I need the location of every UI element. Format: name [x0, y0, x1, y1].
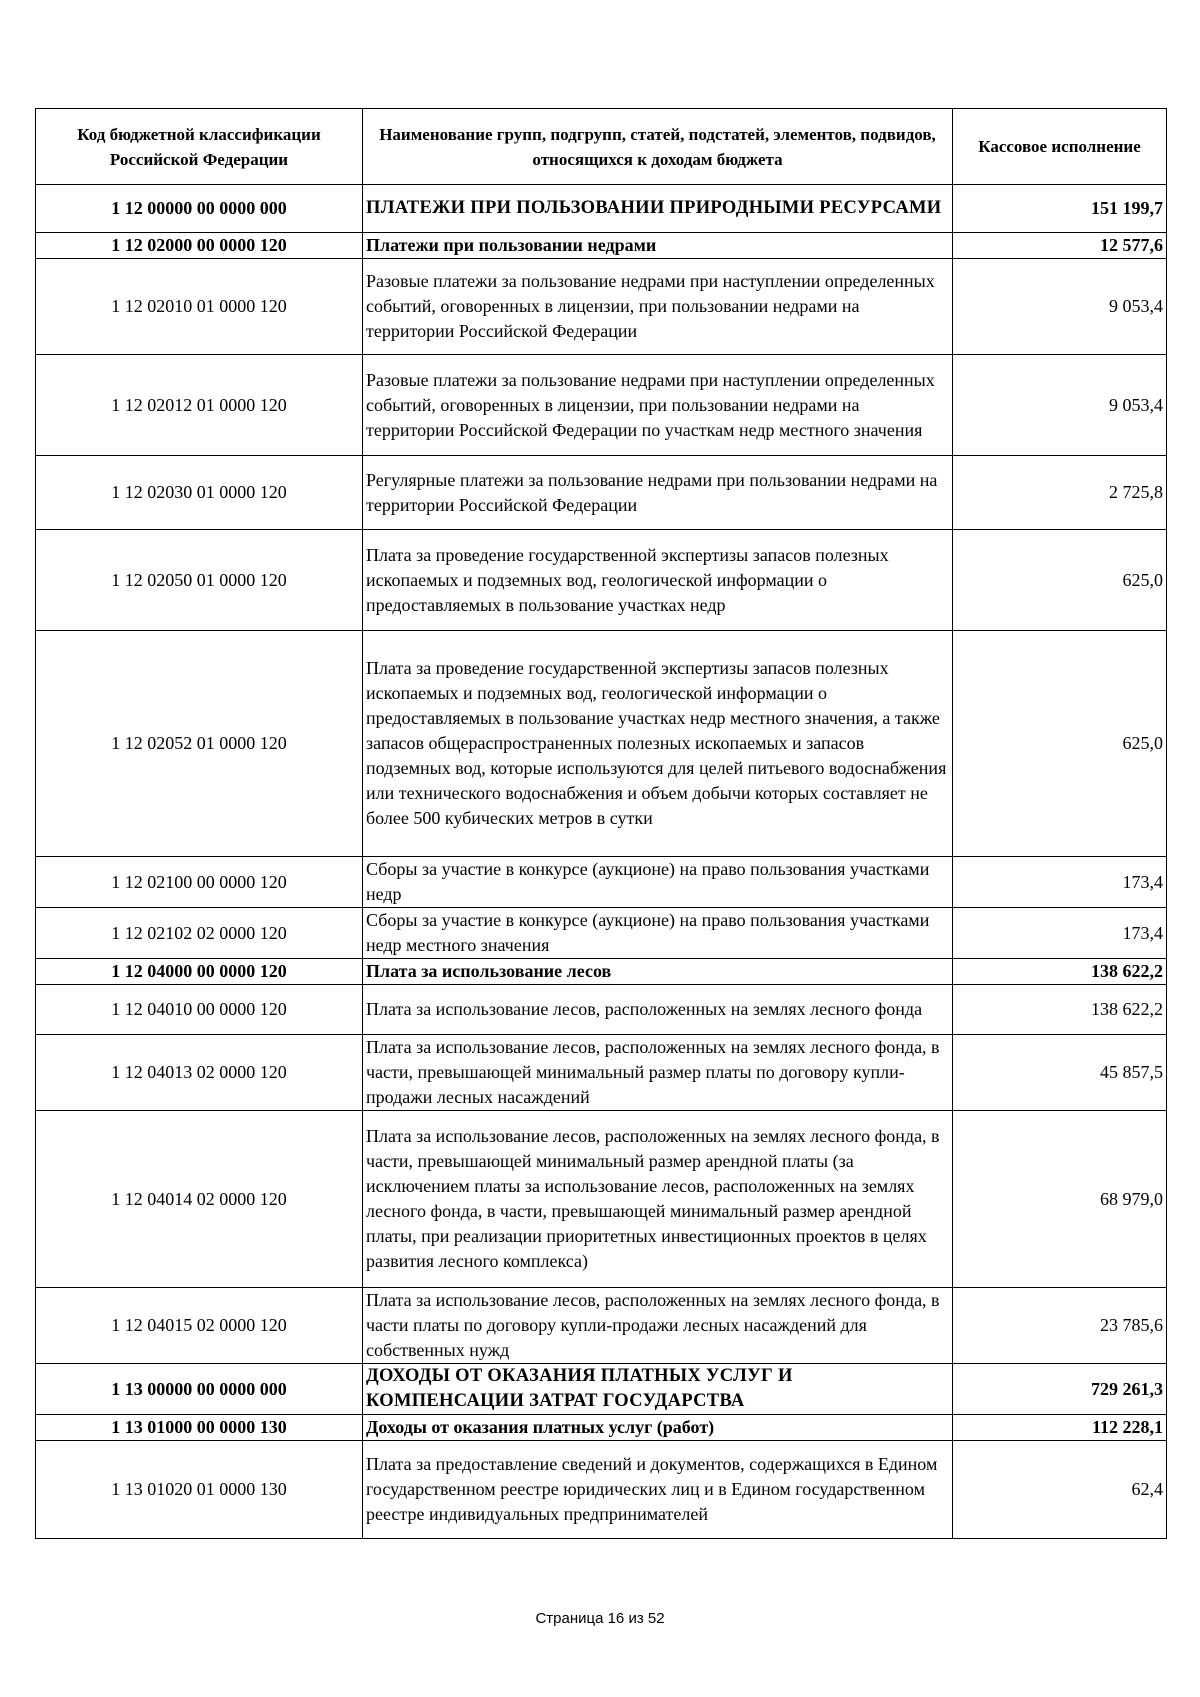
- table-row: [36, 355, 1167, 456]
- table-row: [36, 1441, 1167, 1539]
- row-name: Сборы за участие в конкурсе (аукционе) на право пользования участками недр: [363, 857, 953, 908]
- table-row: [36, 857, 1167, 908]
- row-code: 1 12 02010 01 0000 120: [36, 259, 363, 355]
- table-header-row: [36, 109, 1167, 185]
- row-name: Плата за предоставление сведений и документов, содержащихся в Едином государственном реестре юридических лиц и в Едином государственном реестре индивидуальных предпринимателей: [363, 1441, 953, 1539]
- table-row: [36, 1111, 1167, 1288]
- row-amount: 625,0: [953, 530, 1167, 631]
- table-row: [36, 985, 1167, 1035]
- row-amount: 45 857,5: [953, 1035, 1167, 1111]
- table-row: [36, 233, 1167, 259]
- table-row: [36, 631, 1167, 857]
- header-amount-column: Кассовое исполнение: [953, 109, 1167, 185]
- row-amount: 2 725,8: [953, 456, 1167, 530]
- table-row: [36, 1288, 1167, 1364]
- row-code: 1 13 01000 00 0000 130: [36, 1415, 363, 1441]
- row-name: Плата за использование лесов, расположенных на землях лесного фонда, в части платы по договору купли-продажи лесных насаждений для собственных нужд: [363, 1288, 953, 1364]
- row-name: Плата за использование лесов: [363, 959, 953, 985]
- row-name: ПЛАТЕЖИ ПРИ ПОЛЬЗОВАНИИ ПРИРОДНЫМИ РЕСУРСАМИ: [363, 185, 953, 233]
- row-amount: 151 199,7: [953, 185, 1167, 233]
- row-code: 1 12 02012 01 0000 120: [36, 355, 363, 456]
- header-code-column: Код бюджетной классификации Российской Федерации: [36, 109, 363, 185]
- header-name-column: Наименование групп, подгрупп, статей, подстатей, элементов, подвидов, относящихся к доходам бюджета: [363, 109, 953, 185]
- row-amount: 625,0: [953, 631, 1167, 857]
- row-code: 1 13 01020 01 0000 130: [36, 1441, 363, 1539]
- budget-revenue-table: [35, 108, 1167, 1539]
- row-amount: 23 785,6: [953, 1288, 1167, 1364]
- row-code: 1 12 04015 02 0000 120: [36, 1288, 363, 1364]
- row-name: Доходы от оказания платных услуг (работ): [363, 1415, 953, 1441]
- row-name: Плата за использование лесов, расположенных на землях лесного фонда: [363, 985, 953, 1035]
- table-row: [36, 959, 1167, 985]
- row-amount: 112 228,1: [953, 1415, 1167, 1441]
- table-row: [36, 259, 1167, 355]
- row-amount: 138 622,2: [953, 959, 1167, 985]
- row-amount: 729 261,3: [953, 1364, 1167, 1415]
- row-amount: 173,4: [953, 908, 1167, 959]
- row-name: Плата за проведение государственной экспертизы запасов полезных ископаемых и подземных вод, геологической информации о предоставляемых в пользование участках недр: [363, 530, 953, 631]
- table-row: [36, 185, 1167, 233]
- row-code: 1 12 04014 02 0000 120: [36, 1111, 363, 1288]
- table-row: [36, 908, 1167, 959]
- row-amount: 173,4: [953, 857, 1167, 908]
- row-code: 1 12 02030 01 0000 120: [36, 456, 363, 530]
- row-code: 1 12 04000 00 0000 120: [36, 959, 363, 985]
- row-amount: 68 979,0: [953, 1111, 1167, 1288]
- row-amount: 62,4: [953, 1441, 1167, 1539]
- row-code: 1 12 02102 02 0000 120: [36, 908, 363, 959]
- table-row: [36, 1415, 1167, 1441]
- page-number: Страница 16 из 52: [535, 1610, 665, 1627]
- row-amount: 9 053,4: [953, 355, 1167, 456]
- row-code: 1 12 00000 00 0000 000: [36, 185, 363, 233]
- row-code: 1 12 02052 01 0000 120: [36, 631, 363, 857]
- row-code: 1 12 02000 00 0000 120: [36, 233, 363, 259]
- row-code: 1 12 04010 00 0000 120: [36, 985, 363, 1035]
- row-name: Сборы за участие в конкурсе (аукционе) на право пользования участками недр местного значения: [363, 908, 953, 959]
- row-code: 1 13 00000 00 0000 000: [36, 1364, 363, 1415]
- row-code: 1 12 04013 02 0000 120: [36, 1035, 363, 1111]
- row-amount: 12 577,6: [953, 233, 1167, 259]
- row-code: 1 12 02050 01 0000 120: [36, 530, 363, 631]
- row-name: Регулярные платежи за пользование недрами при пользовании недрами на территории Российской Федерации: [363, 456, 953, 530]
- table-row: [36, 456, 1167, 530]
- row-name: Плата за проведение государственной экспертизы запасов полезных ископаемых и подземных вод, геологической информации о предоставляемых в пользование участках недр местного значения, а также запасов общераспространенных полезных ископаемых и запасов подземных вод, которые используются для целей питьевого водоснабжения или технического водоснабжения и объем добычи которых составляет не более 500 кубических метров в сутки: [363, 631, 953, 857]
- row-name: Плата за использование лесов, расположенных на землях лесного фонда, в части, превышающей минимальный размер арендной платы (за исключением платы за использование лесов, расположенных на землях лесного фонда, в части, превышающей минимальный размер арендной платы, при реализации приоритетных инвестиционных проектов в целях развития лесного комплекса): [363, 1111, 953, 1288]
- row-amount: 9 053,4: [953, 259, 1167, 355]
- row-name: Разовые платежи за пользование недрами при наступлении определенных событий, оговоренных в лицензии, при пользовании недрами на территории Российской Федерации: [363, 259, 953, 355]
- table-row: [36, 530, 1167, 631]
- table-row: [36, 1035, 1167, 1111]
- table-row: [36, 1364, 1167, 1415]
- row-code: 1 12 02100 00 0000 120: [36, 857, 363, 908]
- row-name: Платежи при пользовании недрами: [363, 233, 953, 259]
- row-name: ДОХОДЫ ОТ ОКАЗАНИЯ ПЛАТНЫХ УСЛУГ И КОМПЕНСАЦИИ ЗАТРАТ ГОСУДАРСТВА: [363, 1364, 953, 1415]
- row-name: Плата за использование лесов, расположенных на землях лесного фонда, в части, превышающей минимальный размер платы по договору купли-продажи лесных насаждений: [363, 1035, 953, 1111]
- row-name: Разовые платежи за пользование недрами при наступлении определенных событий, оговоренных в лицензии, при пользовании недрами на территории Российской Федерации по участкам недр местного значения: [363, 355, 953, 456]
- row-amount: 138 622,2: [953, 985, 1167, 1035]
